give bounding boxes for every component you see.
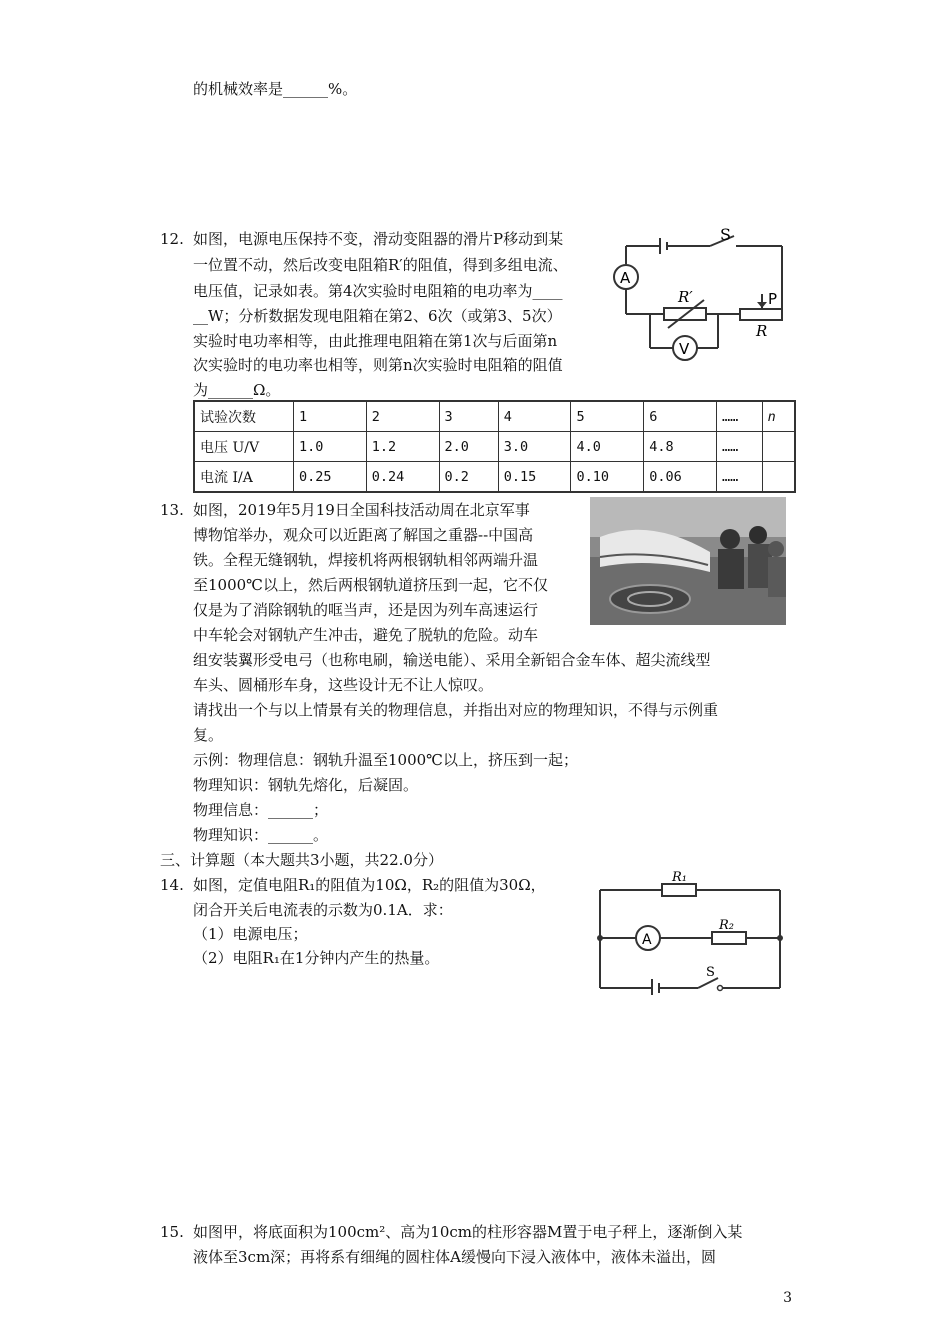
- table-cell: 2.0: [439, 432, 498, 462]
- q13-line: 中车轮会对钢轨产生冲击，避免了脱轨的危险。动车: [193, 626, 539, 644]
- table-cell: 0.25: [294, 462, 367, 493]
- table-row: [194, 462, 795, 493]
- table-cell: 5: [571, 401, 644, 432]
- q12-label-s: S: [720, 225, 731, 244]
- table-cell: 电压 U/V: [194, 432, 294, 462]
- q14-line: 如图，定值电阻R₁的阻值为10Ω，R₂的阻值为30Ω，: [193, 876, 546, 894]
- q13-line: 如图，2019年5月19日全国科技活动周在北京军事: [193, 501, 530, 519]
- q12-label-a: A: [620, 269, 631, 287]
- q14-line: 闭合开关后电流表的示数为0.1A．求：: [193, 901, 453, 919]
- q12-line: 为______Ω。: [193, 381, 281, 399]
- q13-line: 至1000℃以上，然后两根钢轨道挤压到一起，它不仅: [193, 576, 548, 594]
- table-cell: ……: [717, 432, 763, 462]
- table-cell: 3: [439, 401, 498, 432]
- q12-line: 次实验时的电功率也相等，则第n次实验时电阻箱的阻值: [193, 356, 563, 374]
- table-cell: 1.0: [294, 432, 367, 462]
- q12-circuit-diagram: [610, 222, 790, 372]
- table-cell: 4: [498, 401, 571, 432]
- table-cell: [762, 432, 795, 462]
- q14-label-r1: R₁: [672, 870, 687, 885]
- table-cell: 0.15: [498, 462, 571, 493]
- q13-line: 请找出一个与以上情景有关的物理信息，并指出对应的物理知识，不得与示例重: [193, 701, 719, 719]
- table-cell: 3.0: [498, 432, 571, 462]
- q15-line: 液体至3cm深；再将系有细绳的圆柱体A缓慢向下浸入液体中，液体未溢出，圆: [193, 1248, 717, 1266]
- q13-number: 13.: [160, 501, 184, 519]
- q13-line: 物理信息：______；: [193, 801, 329, 819]
- table-cell: n: [762, 401, 795, 432]
- table-cell: 0.24: [366, 462, 439, 493]
- q13-line: 复。: [193, 726, 224, 744]
- table-cell: 电流 I/A: [194, 462, 294, 493]
- q13-line: 物理知识：钢轨先熔化，后凝固。: [193, 776, 419, 794]
- table-cell: 试验次数: [194, 401, 294, 432]
- q12-line: 一位置不动，然后改变电阻箱R′的阻值，得到多组电流、: [193, 256, 568, 274]
- q14-line: （1）电源电压；: [193, 925, 308, 943]
- q12-data-table: [193, 400, 796, 493]
- table-cell: 4.8: [644, 432, 717, 462]
- q13-line: 博物馆举办，观众可以近距离了解国之重器--中国高: [193, 526, 534, 544]
- q14-line: （2）电阻R₁在1分钟内产生的热量。: [193, 949, 440, 967]
- q14-label-s: S: [706, 965, 715, 980]
- q13-line: 车头、圆桶形车身，这些设计无不让人惊叹。: [193, 676, 494, 694]
- table-row: [194, 401, 795, 432]
- q14-label-r2: R₂: [719, 918, 734, 933]
- q13-line: 示例：物理信息：钢轨升温至1000℃以上，挤压到一起；: [193, 751, 578, 769]
- table-cell: 1: [294, 401, 367, 432]
- table-cell: 0.10: [571, 462, 644, 493]
- table-row: [194, 432, 795, 462]
- q15-line: 如图甲，将底面积为100cm²、高为10cm的柱形容器M置于电子秤上，逐渐倒入某: [193, 1223, 743, 1241]
- q14-number: 14.: [160, 876, 184, 894]
- table-cell: [762, 462, 795, 493]
- table-cell: 0.06: [644, 462, 717, 493]
- table-cell: 0.2: [439, 462, 498, 493]
- q12-number: 12.: [160, 230, 184, 248]
- table-cell: 2: [366, 401, 439, 432]
- q12-line: __W；分析数据发现电阻箱在第2、6次（或第3、5次）: [193, 307, 562, 325]
- q13-train-exhibit-photo: [590, 497, 786, 625]
- table-cell: ……: [717, 401, 763, 432]
- section-heading: 三、计算题（本大题共3小题，共22.0分）: [160, 851, 443, 869]
- page-number: 3: [783, 1290, 792, 1306]
- q12-label-rprime: R′: [678, 288, 693, 306]
- table-cell: 4.0: [571, 432, 644, 462]
- table-cell: 6: [644, 401, 717, 432]
- q13-line: 物理知识：______。: [193, 826, 329, 844]
- q14-label-a: A: [642, 932, 652, 948]
- q13-line: 仅是为了消除钢轨的哐当声，还是因为列车高速运行: [193, 601, 539, 619]
- q12-label-r: R: [756, 322, 768, 340]
- q13-line: 铁。全程无缝钢轨，焊接机将两根钢轨相邻两端升温: [193, 551, 539, 569]
- q12-line: 如图，电源电压保持不变，滑动变阻器的滑片P移动到某: [193, 230, 564, 248]
- q14-circuit-diagram: [592, 870, 790, 995]
- q12-label-p: P: [768, 290, 778, 308]
- table-cell: ……: [717, 462, 763, 493]
- q12-line: 电压值，记录如表。第4次实验时电阻箱的电功率为____: [193, 282, 563, 300]
- q15-number: 15.: [160, 1223, 184, 1241]
- table-cell: 1.2: [366, 432, 439, 462]
- q12-line: 实验时电功率相等，由此推理电阻箱在第1次与后面第n: [193, 332, 558, 350]
- q13-line: 组安装翼形受电弓（也称电刷，输送电能）、采用全新铝合金车体、超尖流线型: [193, 651, 711, 669]
- q12-label-v: V: [679, 340, 690, 358]
- top-line: 的机械效率是______%。: [193, 80, 358, 98]
